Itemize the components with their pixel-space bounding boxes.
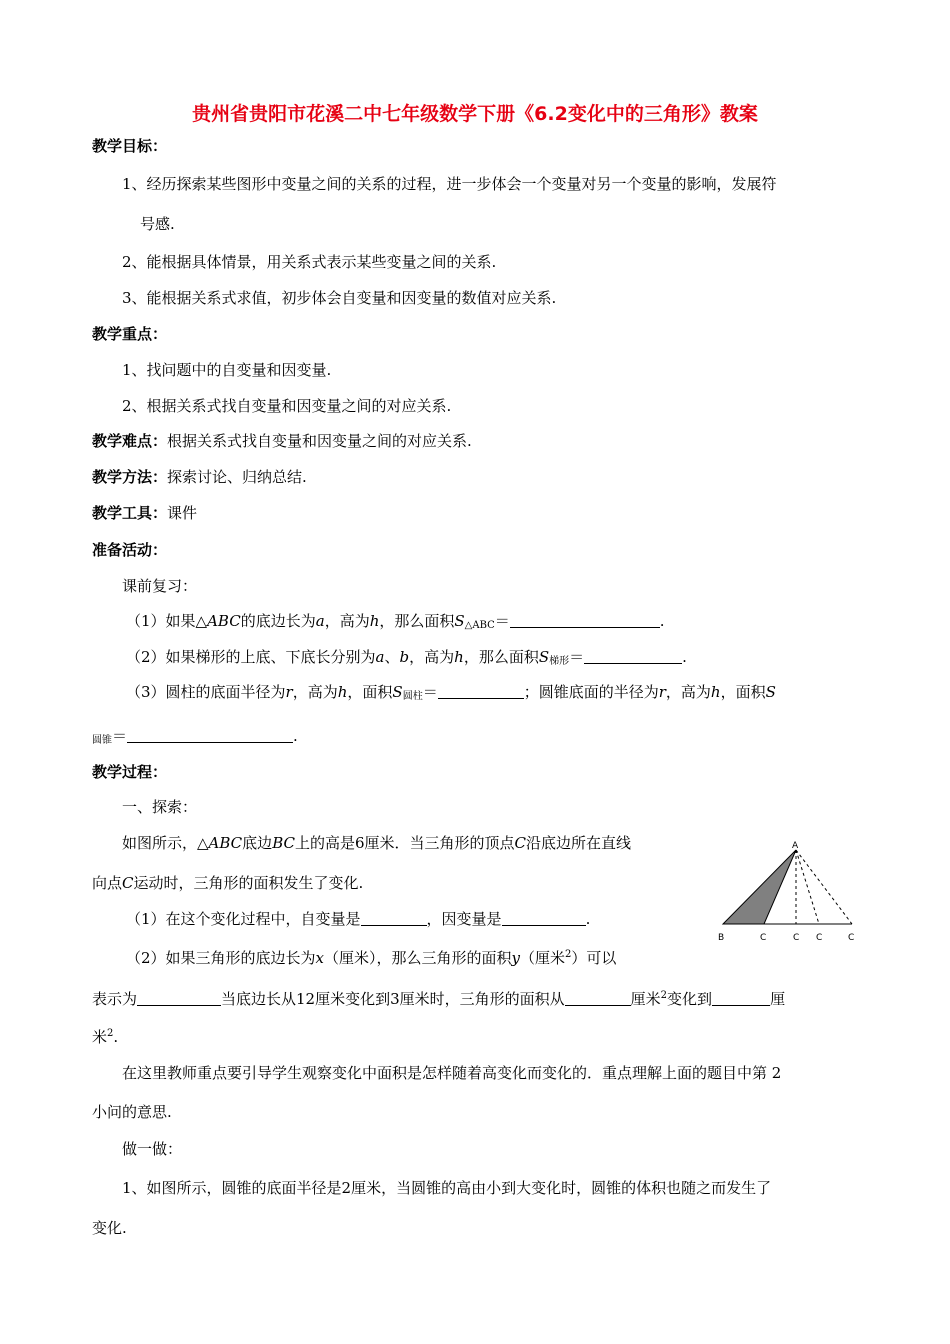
var-h: h: [369, 612, 380, 630]
answer-blank[interactable]: [127, 728, 293, 743]
var-s: S: [454, 612, 465, 630]
review-question-2: [126, 647, 687, 672]
teacher-note: 在这里教师重点要引导学生观察变化中面积是怎样随着高变化而变化的．重点理解上面的题目中第 2: [122, 1064, 782, 1082]
process-question-2: [126, 945, 616, 968]
text: （2）如果三角形的底边长为: [126, 949, 316, 967]
var-a: a: [315, 612, 325, 630]
label-b: B: [718, 933, 725, 943]
subscript: 圆锥: [92, 735, 112, 746]
text: 如图所示，△: [122, 834, 209, 852]
text: 底边: [242, 834, 273, 852]
text: ，面积: [347, 683, 393, 701]
var-r: r: [658, 683, 666, 701]
text: （2）如果梯形的上底、下底长分别为: [126, 648, 376, 666]
triangle-figure: [714, 836, 864, 948]
answer-blank[interactable]: [565, 991, 631, 1006]
subscript: 梯形: [549, 656, 570, 667]
text: ，面积: [720, 683, 766, 701]
process-heading: 教学过程：: [92, 763, 168, 781]
var-h: h: [710, 683, 721, 701]
text: ，高为: [324, 612, 370, 630]
text: .: [293, 727, 298, 745]
text: ；圆锥底面的半径为: [523, 683, 659, 701]
text: ，高为: [665, 683, 711, 701]
tools-heading: 教学工具：: [92, 504, 168, 522]
review-question-3-cont: [92, 726, 298, 751]
text: 运动时，三角形的面积发生了变化.: [133, 874, 364, 892]
label-c: C: [793, 933, 800, 943]
equals: ＝: [494, 612, 510, 630]
text: 沿底边所在直线: [526, 834, 632, 852]
text: 厘米: [630, 990, 661, 1008]
process-question-2-cont: [92, 986, 785, 1009]
var-abc: ABC: [208, 834, 243, 852]
var-c: C: [514, 834, 526, 852]
difficulty-line: [92, 431, 472, 451]
text: （1）如果△: [126, 612, 208, 630]
text: .: [585, 910, 591, 928]
answer-blank[interactable]: [361, 911, 427, 926]
difficulty-heading: 教学难点：: [92, 432, 168, 450]
text: （1）在这个变化过程中，自变量是: [126, 910, 361, 928]
tools-text: 课件: [167, 504, 198, 522]
dashed-side: [796, 850, 819, 924]
objectives-heading: 教学目标：: [92, 137, 168, 155]
answer-blank[interactable]: [438, 684, 524, 699]
review-question-3: [126, 682, 776, 707]
shaded-triangle: [723, 850, 796, 924]
text: （厘米），那么三角形的面积: [324, 949, 512, 967]
difficulty-text: 根据关系式找自变量和因变量之间的对应关系.: [167, 432, 472, 450]
text: （3）圆柱的底面半径为: [126, 683, 286, 701]
text: 的底边长为: [240, 612, 316, 630]
var-x: x: [315, 949, 325, 967]
process-question-2-end: [92, 1024, 118, 1047]
text: ，因变量是: [426, 910, 502, 928]
preparation-heading: 准备活动：: [92, 541, 168, 559]
var-h: h: [337, 683, 348, 701]
subscript: 圆柱: [402, 691, 423, 702]
explore-paragraph-cont: [92, 873, 363, 893]
superscript: 2: [660, 990, 668, 1001]
text: ，那么面积: [379, 612, 455, 630]
superscript: 2: [107, 1028, 114, 1039]
label-c: C: [760, 933, 767, 943]
text: （厘米: [520, 949, 566, 967]
label-c: C: [816, 933, 823, 943]
explore-paragraph: [122, 833, 631, 853]
var-h: h: [454, 648, 464, 666]
tools-line: [92, 503, 197, 523]
objective-item: 1、经历探索某些图形中变量之间的关系的过程，进一步体会一个变量对另一个变量的影响，发展符: [122, 175, 777, 193]
text: 当底边长从12厘米变化到3厘米时，三角形的面积从: [221, 990, 565, 1008]
try-item-cont: 变化.: [92, 1219, 127, 1237]
text: .: [113, 1028, 119, 1046]
var-s: S: [392, 683, 403, 701]
text: 向点: [92, 874, 123, 892]
text: ，高为: [292, 683, 338, 701]
text: ）可以: [571, 949, 617, 967]
text: 上的高是6厘米．当三角形的顶点: [294, 834, 515, 852]
text: 、: [384, 648, 400, 666]
label-c: C: [848, 933, 855, 943]
objective-item: 号感.: [140, 215, 175, 233]
objective-item: 3、能根据关系式求值，初步体会自变量和因变量的数值对应关系.: [122, 289, 557, 307]
method-line: [92, 467, 307, 487]
explore-label: 一、探索：: [122, 798, 198, 816]
text: ，高为: [409, 648, 455, 666]
review-question-1: [126, 611, 665, 636]
method-text: 探索讨论、归纳总结.: [167, 468, 307, 486]
text: .: [682, 648, 687, 666]
answer-blank[interactable]: [510, 613, 660, 628]
objective-item: 2、能根据具体情景，用关系式表示某些变量之间的关系.: [122, 253, 497, 271]
method-heading: 教学方法：: [92, 468, 168, 486]
answer-blank[interactable]: [137, 991, 221, 1006]
subscript: △ABC: [464, 620, 495, 631]
try-item: 1、如图所示，圆锥的底面半径是2厘米，当圆锥的高由小到大变化时，圆锥的体积也随之而发生了: [122, 1179, 772, 1197]
var-s: S: [538, 648, 550, 666]
answer-blank[interactable]: [502, 911, 586, 926]
try-heading: 做一做：: [122, 1140, 183, 1158]
text: 米: [92, 1028, 108, 1046]
teacher-note-cont: 小问的意思.: [92, 1103, 172, 1121]
label-a: A: [792, 841, 799, 851]
equals: ＝: [112, 727, 128, 745]
dashed-side: [796, 850, 852, 924]
var-abc: ABC: [207, 612, 241, 630]
var-y: y: [511, 949, 521, 967]
text: ，那么面积: [463, 648, 539, 666]
var-c: C: [122, 874, 134, 892]
answer-blank[interactable]: [712, 991, 770, 1006]
key-point-item: 2、根据关系式找自变量和因变量之间的对应关系.: [122, 397, 452, 415]
page-title: 贵州省贵阳市花溪二中七年级数学下册《6.2变化中的三角形》教案: [192, 103, 758, 125]
key-points-heading: 教学重点：: [92, 325, 168, 343]
answer-blank[interactable]: [584, 649, 682, 664]
text: 变化到: [667, 990, 713, 1008]
key-point-item: 1、找问题中的自变量和因变量.: [122, 361, 332, 379]
var-a: a: [375, 648, 385, 666]
text: 表示为: [92, 990, 138, 1008]
text: .: [659, 612, 665, 630]
equals: ＝: [422, 683, 438, 701]
equals: ＝: [569, 648, 585, 666]
var-b: b: [399, 648, 410, 666]
var-r: r: [285, 683, 293, 701]
text: 厘: [770, 990, 786, 1008]
superscript: 2: [565, 949, 572, 960]
var-s: S: [765, 683, 776, 701]
var-bc: BC: [272, 834, 295, 852]
process-question-1: [126, 909, 590, 929]
review-label: 课前复习：: [122, 577, 198, 595]
